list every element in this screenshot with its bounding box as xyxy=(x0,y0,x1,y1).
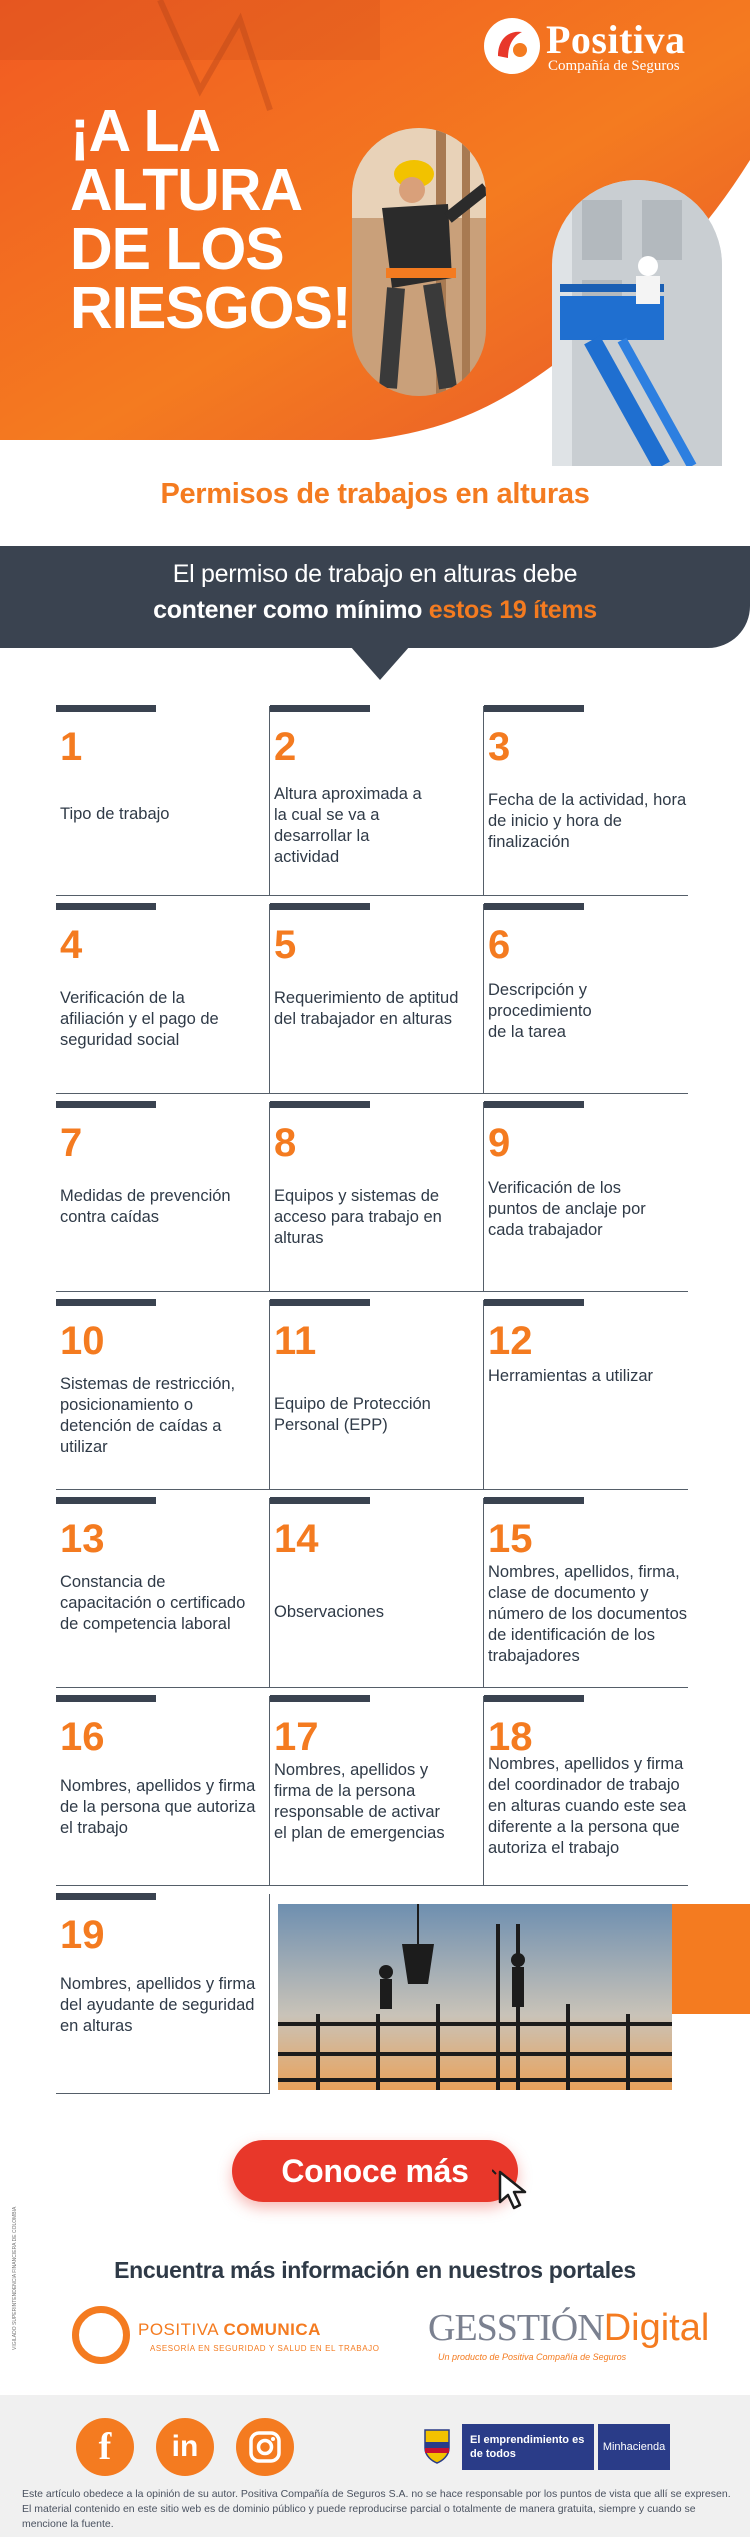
item-text: Verificación de los puntos de anclaje por cada trabajador xyxy=(488,1179,646,1239)
item-top-bar xyxy=(270,1695,370,1702)
item-number: 13 xyxy=(60,1517,105,1561)
item-number: 19 xyxy=(60,1913,105,1957)
banner-highlight: estos 19 ítems xyxy=(428,596,597,624)
item-text: Medidas de prevención contra caídas xyxy=(60,1187,231,1226)
government-logo xyxy=(422,2424,670,2470)
item-number: 3 xyxy=(488,725,511,769)
item-text: Sistemas de restricción, posicionamiento o detención de caídas a utilizar xyxy=(60,1375,236,1456)
decorative-orange-stripe xyxy=(672,1904,750,2014)
legal-disclaimer: Este artículo obedece a la opinión de su autor. Positiva Compañía de Seguros S.A. no se hace responsable por los puntos de vista que allí se expresen. El material contenido en este sitio web es de dominio público y puede reproducirse parcial o totalmente de manera gratuita, siempre y cuando se mencione la fuente. xyxy=(22,2488,731,2530)
positiva-comunica-name xyxy=(138,2320,321,2340)
permit-item xyxy=(56,904,270,1094)
hero-title-line: ¡A LA xyxy=(70,98,221,164)
item-text: Nombres, apellidos y firma del coordinador de trabajo en alturas cuando este sea diferente a la persona que autoriza el trabajo xyxy=(488,1755,687,1857)
aerial-lift-photo xyxy=(552,180,722,466)
item-text: Constancia de capacitación o certificado de competencia laboral xyxy=(60,1573,246,1633)
permit-item xyxy=(270,904,484,1094)
instagram-icon[interactable] xyxy=(236,2418,294,2476)
item-number: 16 xyxy=(60,1715,105,1759)
regulator-note xyxy=(12,2206,22,2350)
item-text: Herramientas a utilizar xyxy=(488,1367,654,1385)
gestion-digital-name xyxy=(428,2306,709,2350)
colombia-shield-icon xyxy=(422,2428,452,2464)
item-number: 12 xyxy=(488,1319,533,1363)
gov-slogan: El emprendimiento es de todos xyxy=(462,2424,594,2470)
item-text: Nombres, apellidos y firma de la persona que autoriza el trabajo xyxy=(60,1777,256,1837)
gestion-digital-logo[interactable] xyxy=(428,2300,710,2370)
banner-pointer xyxy=(350,646,410,680)
item-text: Equipo de Protección Personal (EPP) xyxy=(274,1395,431,1434)
banner-text-line1: El permiso de trabajo en alturas debe xyxy=(172,560,578,588)
brand-tagline: Compañía de Seguros xyxy=(548,58,680,74)
learn-more-label: Conoce más xyxy=(281,2152,469,2189)
gd-name-b: Digital xyxy=(603,2307,710,2349)
item-number: 18 xyxy=(488,1715,533,1759)
permit-item xyxy=(56,1498,270,1688)
item-text: Fecha de la actividad, hora de inicio y hora de finalización xyxy=(488,791,687,851)
permit-item xyxy=(56,1300,270,1490)
item-number: 15 xyxy=(488,1517,533,1561)
item-top-bar xyxy=(484,1497,584,1504)
section-title: Permisos de trabajos en alturas xyxy=(160,478,590,510)
item-top-bar xyxy=(270,1497,370,1504)
permit-item xyxy=(270,1696,484,1886)
banner-text-line2 xyxy=(0,596,750,625)
item-text: Tipo de trabajo xyxy=(60,805,170,823)
item-text: Requerimiento de aptitud del trabajador en alturas xyxy=(274,989,459,1028)
item-top-bar xyxy=(56,1695,156,1702)
hero-header xyxy=(0,0,750,440)
permit-item xyxy=(56,1696,270,1886)
item-top-bar xyxy=(56,903,156,910)
item-top-bar xyxy=(484,1299,584,1306)
portals-heading: Encuentra más información en nuestros portales xyxy=(114,2257,636,2283)
permit-item xyxy=(270,1300,484,1490)
hero-title xyxy=(70,98,370,341)
item-number: 9 xyxy=(488,1121,511,1165)
permit-item xyxy=(484,706,688,896)
item-top-bar xyxy=(270,1299,370,1306)
positiva-logo[interactable] xyxy=(484,12,734,76)
item-top-bar xyxy=(270,1101,370,1108)
item-top-bar xyxy=(270,705,370,712)
banner-text-prefix: contener como mínimo xyxy=(153,596,429,624)
item-top-bar xyxy=(56,705,156,712)
facebook-icon[interactable]: f xyxy=(76,2418,134,2476)
item-number: 14 xyxy=(274,1517,319,1561)
pc-name-a: POSITIVA xyxy=(138,2320,224,2339)
item-number: 1 xyxy=(60,725,83,769)
item-number: 2 xyxy=(274,725,297,769)
permit-item xyxy=(56,1894,270,2094)
permit-item xyxy=(270,1498,484,1688)
item-top-bar xyxy=(484,705,584,712)
item-number: 11 xyxy=(274,1319,317,1363)
worker-on-ladder-photo xyxy=(352,128,486,396)
item-top-bar xyxy=(484,903,584,910)
item-top-bar xyxy=(484,1695,584,1702)
permit-item xyxy=(270,706,484,896)
item-top-bar xyxy=(270,903,370,910)
linkedin-icon[interactable]: in xyxy=(156,2418,214,2476)
pc-name-b: COMUNICA xyxy=(223,2320,321,2339)
permit-item xyxy=(484,904,688,1094)
regulator-note-text: VIGILADO SUPERINTENDENCIA FINANCIERA DE COLOMBIA xyxy=(12,2206,18,2350)
item-number: 7 xyxy=(60,1121,83,1165)
item-number: 4 xyxy=(60,923,83,967)
item-number: 5 xyxy=(274,923,297,967)
item-top-bar xyxy=(56,1101,156,1108)
construction-silhouette-photo xyxy=(278,1904,672,2090)
item-text: Nombres, apellidos y firma del ayudante de seguridad en alturas xyxy=(60,1975,256,2035)
item-top-bar xyxy=(484,1101,584,1108)
item-number: 6 xyxy=(488,923,511,967)
hero-title-line: DE LOS xyxy=(70,216,284,282)
learn-more-button[interactable] xyxy=(232,2140,518,2202)
item-number: 10 xyxy=(60,1319,105,1363)
permit-item xyxy=(270,1102,484,1292)
positiva-comunica-mark-icon xyxy=(72,2306,130,2364)
pointer-cursor-icon xyxy=(492,2168,538,2214)
permit-item xyxy=(56,1102,270,1292)
permit-item xyxy=(484,1300,688,1490)
gov-ministry: Minhacienda xyxy=(598,2424,670,2470)
item-text: Equipos y sistemas de acceso para trabajo en alturas xyxy=(274,1187,442,1247)
positiva-comunica-logo[interactable] xyxy=(72,2302,380,2372)
item-text: Nombres, apellidos, firma, clase de documento y número de los documentos de identificación de los trabajadores xyxy=(488,1563,688,1665)
permit-item xyxy=(56,706,270,896)
permit-item xyxy=(484,1498,688,1688)
positiva-comunica-subtitle: ASESORÍA EN SEGURIDAD Y SALUD EN EL TRABAJO xyxy=(150,2344,380,2353)
item-top-bar xyxy=(56,1893,156,1900)
item-top-bar xyxy=(56,1299,156,1306)
item-text: Descripción y procedimiento de la tarea xyxy=(488,981,592,1041)
permit-item xyxy=(484,1696,688,1886)
positiva-logo-mark-icon xyxy=(484,18,540,74)
gestion-digital-subtitle: Un producto de Positiva Compañía de Seguros xyxy=(438,2352,627,2362)
item-number: 8 xyxy=(274,1121,297,1165)
item-text: Observaciones xyxy=(274,1603,385,1621)
item-text: Altura aproximada a la cual se va a desarrollar la actividad xyxy=(274,785,422,866)
item-text: Verificación de la afiliación y el pago de seguridad social xyxy=(60,989,219,1049)
gd-name-a: GESSTIÓN xyxy=(428,2307,604,2349)
item-top-bar xyxy=(56,1497,156,1504)
hero-title-line: ALTURA xyxy=(70,157,303,223)
item-text: Nombres, apellidos y firma de la persona responsable de activar el plan de emergencias xyxy=(274,1761,445,1842)
permit-item xyxy=(484,1102,688,1292)
item-number: 17 xyxy=(274,1715,319,1759)
brand-name: Positiva xyxy=(546,17,686,62)
hero-title-line: RIESGOS! xyxy=(70,275,351,341)
